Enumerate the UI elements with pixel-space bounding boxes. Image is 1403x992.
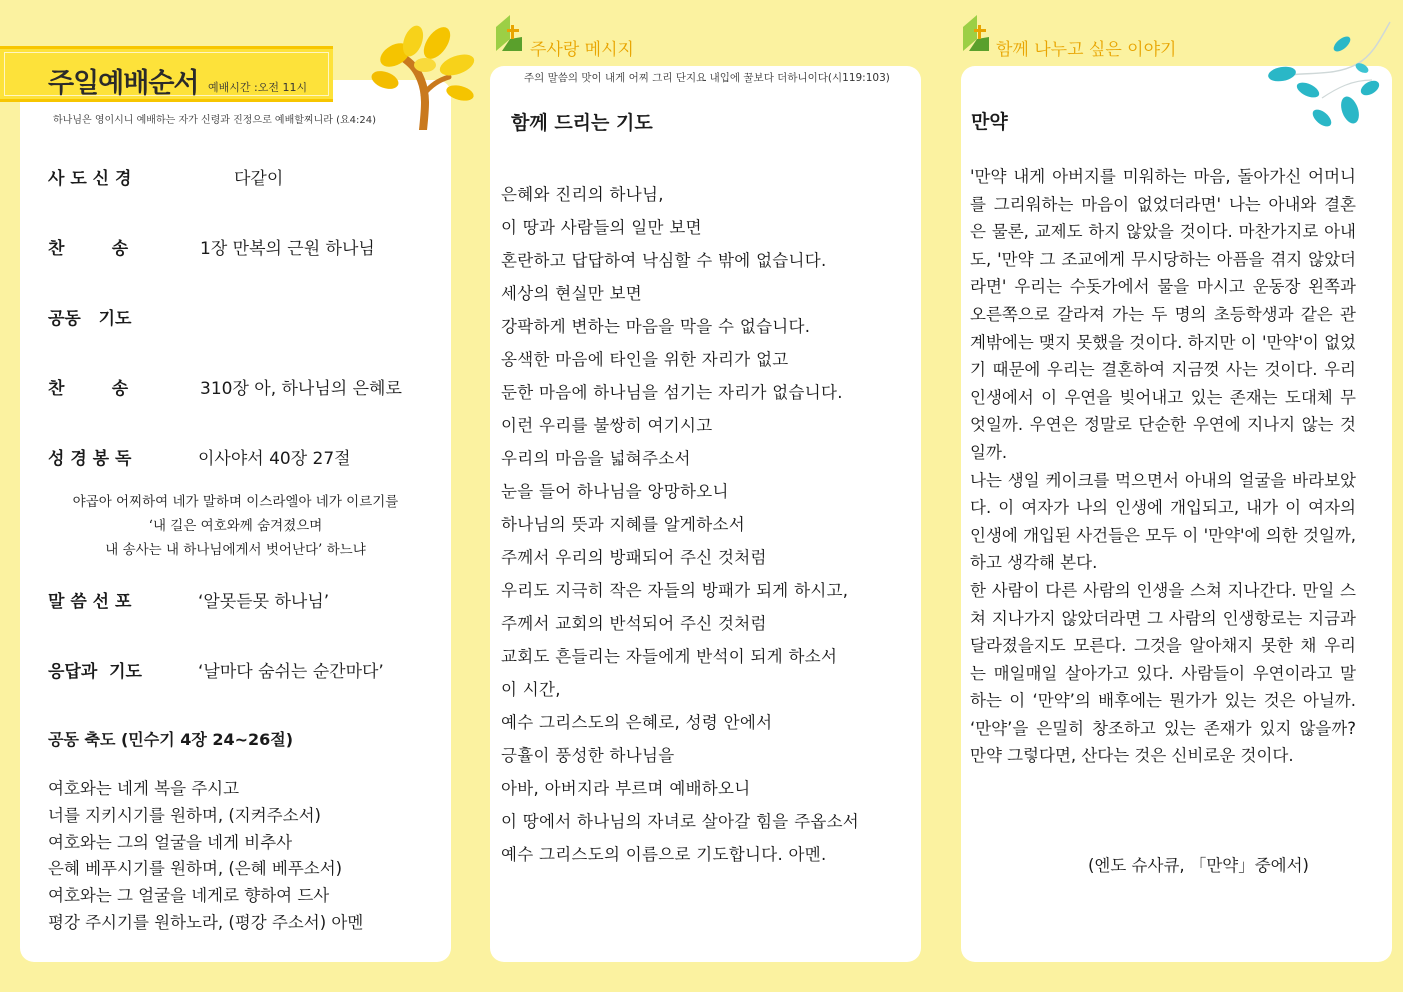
scripture-passage (20, 490, 451, 562)
prayer-line: 교회도 흔들리는 자들에게 반석이 되게 하소서 (501, 647, 838, 666)
order-item-value: 310장 아, 하나님의 은혜로 (200, 379, 402, 399)
prayer-line: 주께서 교회의 반석되어 주신 것처럼 (501, 614, 767, 633)
prayer-line: 예수 그리스도의 은혜로, 성령 안에서 (501, 713, 773, 732)
order-item-label: 찬 송 (48, 239, 129, 259)
prayer-line: 이 땅과 사람들의 일만 보면 (501, 218, 702, 237)
story-title: 만약 (971, 111, 1008, 133)
prayer-line: 이 시간, (501, 680, 561, 699)
order-item-value: 1장 만복의 근원 하나님 (200, 239, 375, 259)
leaf-ornament-teal (1262, 18, 1398, 136)
prayer-line: 주께서 우리의 방패되어 주신 것처럼 (501, 548, 767, 567)
prayer-line: 긍휼이 풍성한 하나님을 (501, 746, 675, 765)
scripture-line: 내 송사는 내 하나님에게서 벗어난다’ 하느냐 (105, 542, 366, 558)
prayer-line: 옹색한 마음에 타인을 위한 자리가 없고 (501, 350, 789, 369)
order-item-label: 성 경 봉 독 (48, 449, 132, 469)
prayer-line: 예수 그리스도의 이름으로 기도합니다. 아멘. (501, 845, 827, 864)
scripture-line: 야곱아 어찌하여 네가 말하며 이스라엘아 네가 이르기를 (72, 494, 399, 510)
prayer-line: 세상의 현실만 보면 (501, 284, 643, 303)
order-item-label: 말 씀 선 포 (48, 592, 132, 612)
story-paragraph: 나는 생일 케이크를 먹으면서 아내의 얼굴을 바라보았다. 이 여자가 나의 인생에 개입되고, 내가 이 여자의 인생에 개입된 사건들은 모두 이 '만약'에 의한 것일까, 하고 생각해 본다. (970, 470, 1356, 573)
benediction-line: 평강 주시기를 원하노라, (평강 주소서) 아멘 (48, 912, 364, 932)
prayer-line: 둔한 마음에 하나님을 섬기는 자리가 없습니다. (501, 383, 843, 402)
order-item-value: 이사야서 40장 27절 (198, 449, 351, 469)
header-verse: 하나님은 영이시니 예배하는 자가 신령과 진정으로 예배할찌니라 (요4:24) (53, 115, 376, 126)
order-item-label: 공동 기도 (48, 309, 132, 329)
section-title: 함께 나누고 싶은 이야기 (996, 40, 1177, 60)
benediction-line: 여호와는 그의 얼굴을 네게 비추사 (48, 832, 293, 852)
scripture-line: ‘내 길은 여호와께 숨겨졌으며 (148, 518, 323, 534)
prayer-line: 이런 우리를 불쌍히 여기시고 (501, 416, 713, 435)
prayer-title: 함께 드리는 기도 (511, 112, 653, 134)
order-item-label: 찬 송 (48, 379, 129, 399)
cross-mark-icon (492, 13, 526, 53)
prayer-line: 강팍하게 변하는 마음을 막을 수 없습니다. (501, 317, 811, 336)
order-item-label: 사 도 신 경 (48, 169, 132, 189)
tree-icon (365, 25, 480, 130)
story-paragraph: 한 사람이 다른 사람의 인생을 스쳐 지나간다. 만일 스쳐 지나가지 않았더라면 그 사람의 인생항로는 지금과 달라졌을지도 모른다. 그것을 알아채지 못한 채 우리는 매일매일 살아가고 있다. 사람들이 우연이라고 말하는 이 ‘만약’의 배후에는 뭔가가 있는 것은 아닐까. ‘만약’을 은밀히 창조하고 있는 존재가 있지 않을까? 만약 그렇다면, 산다는 것은 신비로운 것이다. (970, 580, 1356, 766)
story-text (970, 163, 1356, 770)
order-item-value: ‘알못듣못 하나님’ (198, 592, 330, 612)
benediction-line: 여호와는 그 얼굴을 네게로 향하여 드사 (48, 886, 330, 906)
cross-mark-icon (959, 13, 993, 53)
prayer-line: 눈을 들어 하나님을 앙망하오니 (501, 482, 729, 501)
prayer-line: 아바, 아버지라 부르며 예배하오니 (501, 779, 751, 798)
worship-time: 예배시간 :오전 11시 (208, 81, 308, 94)
prayer-line: 하나님의 뜻과 지혜를 알게하소서 (501, 515, 745, 534)
title-banner (0, 46, 333, 102)
order-item-value: 다같이 (234, 169, 284, 189)
order-item-value: ‘날마다 숨쉬는 순간마다’ (198, 662, 384, 682)
story-paragraph: '만약 내게 아버지를 미워하는 마음, 돌아가신 어머니를 그리워하는 마음이 없었더라면' 나는 아내와 결혼은 물론, 교제도 하지 않았을 것이다. 마찬가지로 아내도, '만약 그 조교에게 무시당하는 아픔을 겪지 않았더라면' 우리는 수돗가에서 물을 마시고 운동장 왼쪽과 오른쪽으로 갈라져 가는 두 명의 초등학생과 같은 관계밖에는 맺지 못했을 것이다. 하지만 이 '만약'이 없었기 때문에 우리는 결혼하여 지금껏 사는 것이다. 우리 인생에서 이 우연을 빚어내고 있는 존재는 도대체 무엇일까. 우연은 정말로 단순한 우연에 지나지 않는 것일까. (970, 167, 1356, 462)
benediction-title: 공동 축도 (민수기 4장 24~26절) (48, 730, 294, 749)
benediction-line: 은혜 베푸시기를 원하며, (은혜 베푸소서) (48, 859, 343, 879)
header-verse: 주의 말씀의 맛이 내게 어찌 그리 단지요 내입에 꿀보다 더하니이다(시119:103) (524, 72, 890, 84)
page-title: 주일예배순서 (48, 68, 199, 99)
prayer-text (501, 178, 859, 871)
order-item-label: 응답과 기도 (48, 662, 142, 682)
prayer-line: 이 땅에서 하나님의 자녀로 살아갈 힘을 주옵소서 (501, 812, 860, 831)
prayer-line: 우리의 마음을 넓혀주소서 (501, 449, 691, 468)
benediction-text (48, 776, 363, 937)
prayer-line: 우리도 지극히 작은 자들의 방패가 되게 하시고, (501, 581, 849, 600)
section-title: 주사랑 메시지 (530, 40, 634, 60)
benediction-line: 너를 지키시기를 원하며, (지켜주소서) (48, 805, 321, 825)
benediction-line: 여호와는 네게 복을 주시고 (48, 779, 240, 798)
prayer-line: 은혜와 진리의 하나님, (501, 185, 664, 204)
story-source: (엔도 슈사큐, 「만약」중에서) (1088, 856, 1309, 875)
prayer-line: 혼란하고 답답하여 낙심할 수 밖에 없습니다. (501, 251, 827, 270)
